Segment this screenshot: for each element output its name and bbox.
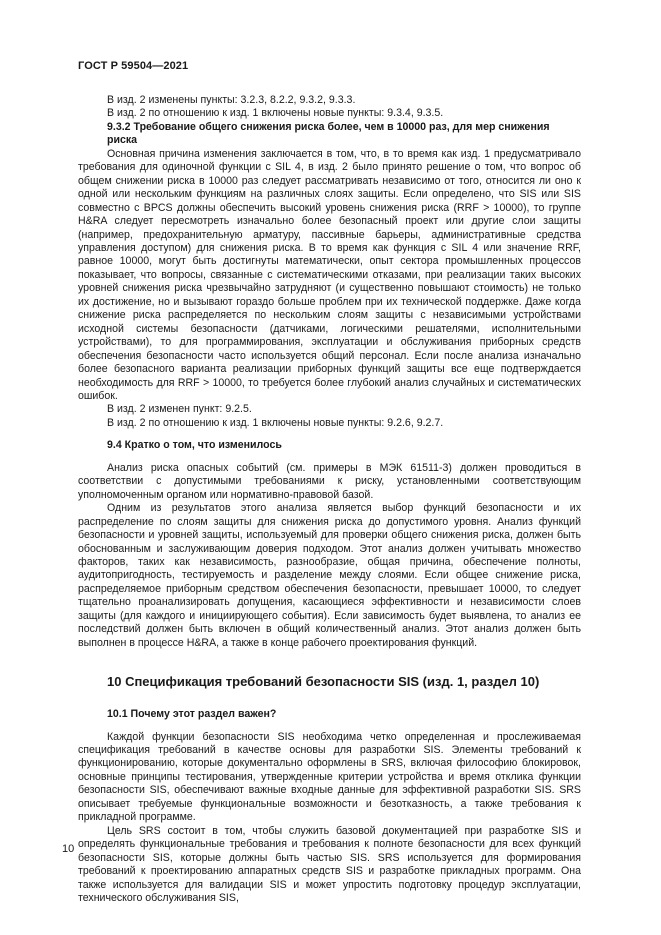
paragraph-srs-importance: Каждой функции безопасности SIS необходима четко определенная и прослеживаемая спецификация требований в качестве основы для разработки SIS. Элементы требований к функционированию, которые документально оформлены в SRS, включая философию блокировок, основные принципы тестирования, утвержденные критерии устройства и время отклика функции безопасности SIS, обеспечивают важные входные данные для эффективной разработки SIS. SRS описывает требуемые функциональные возможности и безотказность, а также требования к прикладной программе. xyxy=(78,730,581,824)
chapter-heading-10: 10 Спецификация требований безопасности SIS (изд. 1, раздел 10) xyxy=(107,674,540,690)
document-header: ГОСТ Р 59504—2021 xyxy=(78,60,189,72)
section-heading-10-1: 10.1 Почему этот раздел важен? xyxy=(107,708,277,721)
section-heading-9-4: 9.4 Кратко о том, что изменилось xyxy=(107,439,282,452)
paragraph-analysis-results: Одним из результатов этого анализа является выбор функций безопасности и их распределение по слоям защиты для снижения риска до допустимого уровня. Анализ функций безопасности и уровней защиты, используемый для проверки общего снижения риска, должен быть обоснованным и заслуживающим доверия подходом. Этот анализ должен учитывать множество факторов, таких как независимость, разнообразие, общая причина, обеспечение полноты, аудитопригодность, тестируемость и разделение между слоями. Если общее снижение риска, распределяемое приборным средством обеспечения безопасности, превышает 10000, то следует тщательно проанализировать допущения, касающиеся эффективности и независимости слоев защиты (для каждого и инициирующего события). Если зависимость будет выявлена, то анализ ее последствий должен быть включен в общий количественный анализ. Этот анализ должен быть выполнен в процессе H&RA, а также в конце рабочего проектирования функций. xyxy=(78,502,581,649)
paragraph-changed-items: В изд. 2 изменены пункты: 3.2.3, 8.2.2, 9.3.2, 9.3.3. xyxy=(107,94,356,106)
section-heading-9-3-2: 9.3.2 Требование общего снижения риска более, чем в 10000 раз, для мер снижения риска xyxy=(107,120,550,147)
paragraph-risk-reduction: Основная причина изменения заключается в том, что, в то время как изд. 1 предусматривало требования для одиночной функции с SIL 4, в изд. 2 было принято решение о том, что вопрос об общем снижении риска в 10000 раз следует рассматривать независимо от того, относится ли оно к одной или нескольким функциям на различных слоях защиты. Если определено, что SIS или SIS совместно с BPCS должны обеспечить высокий уровень снижения риска (RRF > 10000), то группе H&RA следует пересмотреть изначально более безопасный проект или другие слои защиты (например, предохранительную арматуру, пассивные барьеры, административные средства управления доступом) для снижения риска. В то время как функция с SIL 4 или значение RRF, равное 10000, могут быть достигнуты математически, опыт сектора промышленных процессов показывает, что вопросы, связанные с систематическими отказами, при реализации таких высоких уровней снижения риска чрезвычайно затрудняют (и существенно повышают стоимость) не только их достижение, но и вызывают гораздо больше проблем при их технической поддержке. Даже когда снижение риска распределяется по нескольким слоям защиты с независимыми устройствами исходной системы безопасности (датчиками, логическими решателями, исполнительными устройствами), то для программирования, эксплуатации и обслуживания приборных средств обеспечения безопасности часто используется общий персонал. Если после анализа изначально более безопасного варианта реализации приборных функций защиты все еще подтверждается необходимость для RRF > 10000, то требуется более глубокий анализ случайных и систематических ошибок. xyxy=(78,147,581,402)
page-number: 10 xyxy=(62,843,75,855)
document-body xyxy=(78,94,581,905)
paragraph-new-items-9-2-6: В изд. 2 по отношению к изд. 1 включены новые пункты: 9.2.6, 9.2.7. xyxy=(107,416,444,429)
paragraph-changed-item-9-2-5: В изд. 2 изменен пункт: 9.2.5. xyxy=(107,403,252,416)
paragraph-risk-analysis: Анализ риска опасных событий (см. примеры в МЭК 61511-3) должен проводиться в соответствии с допустимыми требованиями к риску, установленными соответствующим уполномоченным органом или нормативно-правовой базой. xyxy=(78,461,581,501)
paragraph-new-items: В изд. 2 по отношению к изд. 1 включены новые пункты: 9.3.4, 9.3.5. xyxy=(107,107,444,120)
paragraph-srs-goal: Цель SRS состоит в том, чтобы служить базовой документацией при разработке SIS и определять функциональные требования и требования к полноте безопасности для всех функций безопасности SIS, которые должны быть частью SIS. SRS используется для формирования требований к проектированию аппаратных средств SIS и разработке прикладных программ. Она также используется для валидации SIS и может упростить подготовку процедур эксплуатации, технического обслуживания SIS, xyxy=(78,824,581,905)
